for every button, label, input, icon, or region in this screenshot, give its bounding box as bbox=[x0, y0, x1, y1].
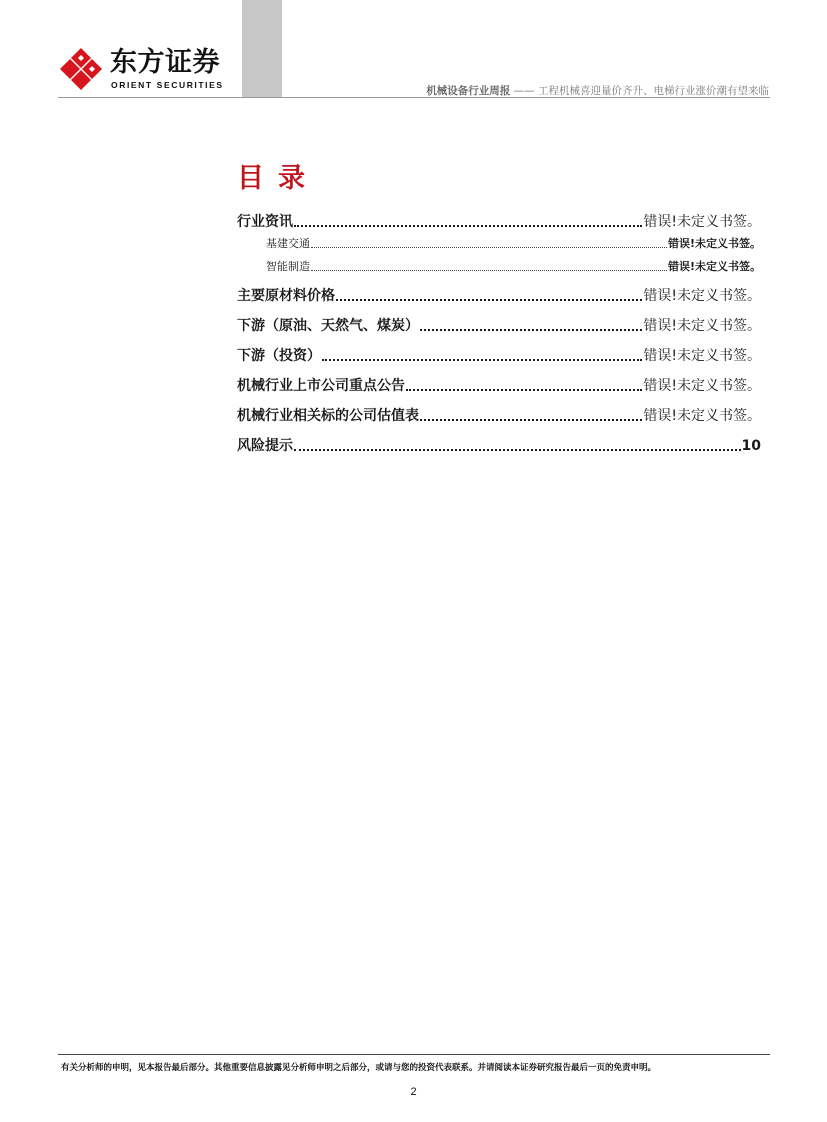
toc-entry[interactable] bbox=[237, 345, 761, 365]
toc-entry[interactable] bbox=[237, 405, 761, 425]
toc-entry-page: 错误!未定义书签。 bbox=[667, 237, 761, 250]
toc-entry-page: 错误!未定义书签。 bbox=[667, 260, 761, 273]
company-logo bbox=[58, 46, 228, 96]
toc-entry-label: 行业资讯 bbox=[237, 214, 293, 230]
toc-entry-label: 基建交通 bbox=[266, 237, 310, 250]
logo-english-name: ORIENT SECURITIES bbox=[111, 80, 224, 90]
toc-entry[interactable] bbox=[237, 375, 761, 395]
toc-entry-page: 错误!未定义书签。 bbox=[643, 214, 761, 230]
toc-entry-label: 下游（原油、天然气、煤炭） bbox=[237, 318, 419, 334]
report-subtitle: 工程机械喜迎量价齐升、电梯行业涨价潮有望来临 bbox=[538, 85, 769, 97]
toc-leader-dots bbox=[294, 225, 642, 227]
footer-disclaimer: 有关分析师的申明，见本报告最后部分。其他重要信息披露见分析师申明之后部分，或请与您的投资代表联系。并请阅读本证券研究报告最后一页的免责申明。 bbox=[61, 1063, 657, 1073]
toc-entry-label: 智能制造 bbox=[266, 260, 310, 273]
toc-subentry[interactable] bbox=[237, 235, 761, 251]
toc-leader-dots bbox=[294, 449, 741, 451]
toc-entry[interactable] bbox=[237, 435, 761, 455]
toc-entry-label: 下游（投资） bbox=[237, 348, 321, 364]
toc-entry-label: 机械行业上市公司重点公告 bbox=[237, 378, 405, 394]
report-type: 机械设备行业周报 bbox=[426, 85, 511, 97]
toc-entry-page: 错误!未定义书签。 bbox=[643, 408, 761, 424]
header-separator: —— bbox=[513, 85, 535, 97]
toc-leader-dots bbox=[420, 329, 642, 331]
toc-entry-page: 错误!未定义书签。 bbox=[643, 288, 761, 304]
footer-divider bbox=[58, 1054, 770, 1055]
toc-entry-page: 错误!未定义书签。 bbox=[643, 348, 761, 364]
toc-leader-dots bbox=[311, 270, 667, 271]
page-number: 2 bbox=[410, 1086, 417, 1098]
header-divider bbox=[58, 97, 770, 98]
toc-entry-label: 机械行业相关标的公司估值表 bbox=[237, 408, 419, 424]
toc-entry[interactable] bbox=[237, 211, 761, 231]
orient-logo-icon bbox=[58, 46, 104, 92]
toc-leader-dots bbox=[336, 299, 642, 301]
toc-entry[interactable] bbox=[237, 285, 761, 305]
report-header bbox=[426, 83, 769, 98]
toc-entry-page: 10 bbox=[741, 438, 761, 454]
toc-entry-page: 错误!未定义书签。 bbox=[643, 378, 761, 394]
toc-entry-label: 风险提示 bbox=[237, 438, 293, 454]
logo-chinese-name: 东方证券 bbox=[110, 47, 220, 78]
toc-subentry[interactable] bbox=[237, 258, 761, 274]
toc-leader-dots bbox=[406, 389, 642, 391]
toc-title: 目录 bbox=[237, 163, 319, 194]
header-gray-bar bbox=[242, 0, 282, 98]
toc-leader-dots bbox=[311, 247, 667, 248]
toc-leader-dots bbox=[420, 419, 642, 421]
toc-entry-label: 主要原材料价格 bbox=[237, 288, 335, 304]
toc-entry-page: 错误!未定义书签。 bbox=[643, 318, 761, 334]
toc-entry[interactable] bbox=[237, 315, 761, 335]
toc-leader-dots bbox=[322, 359, 642, 361]
